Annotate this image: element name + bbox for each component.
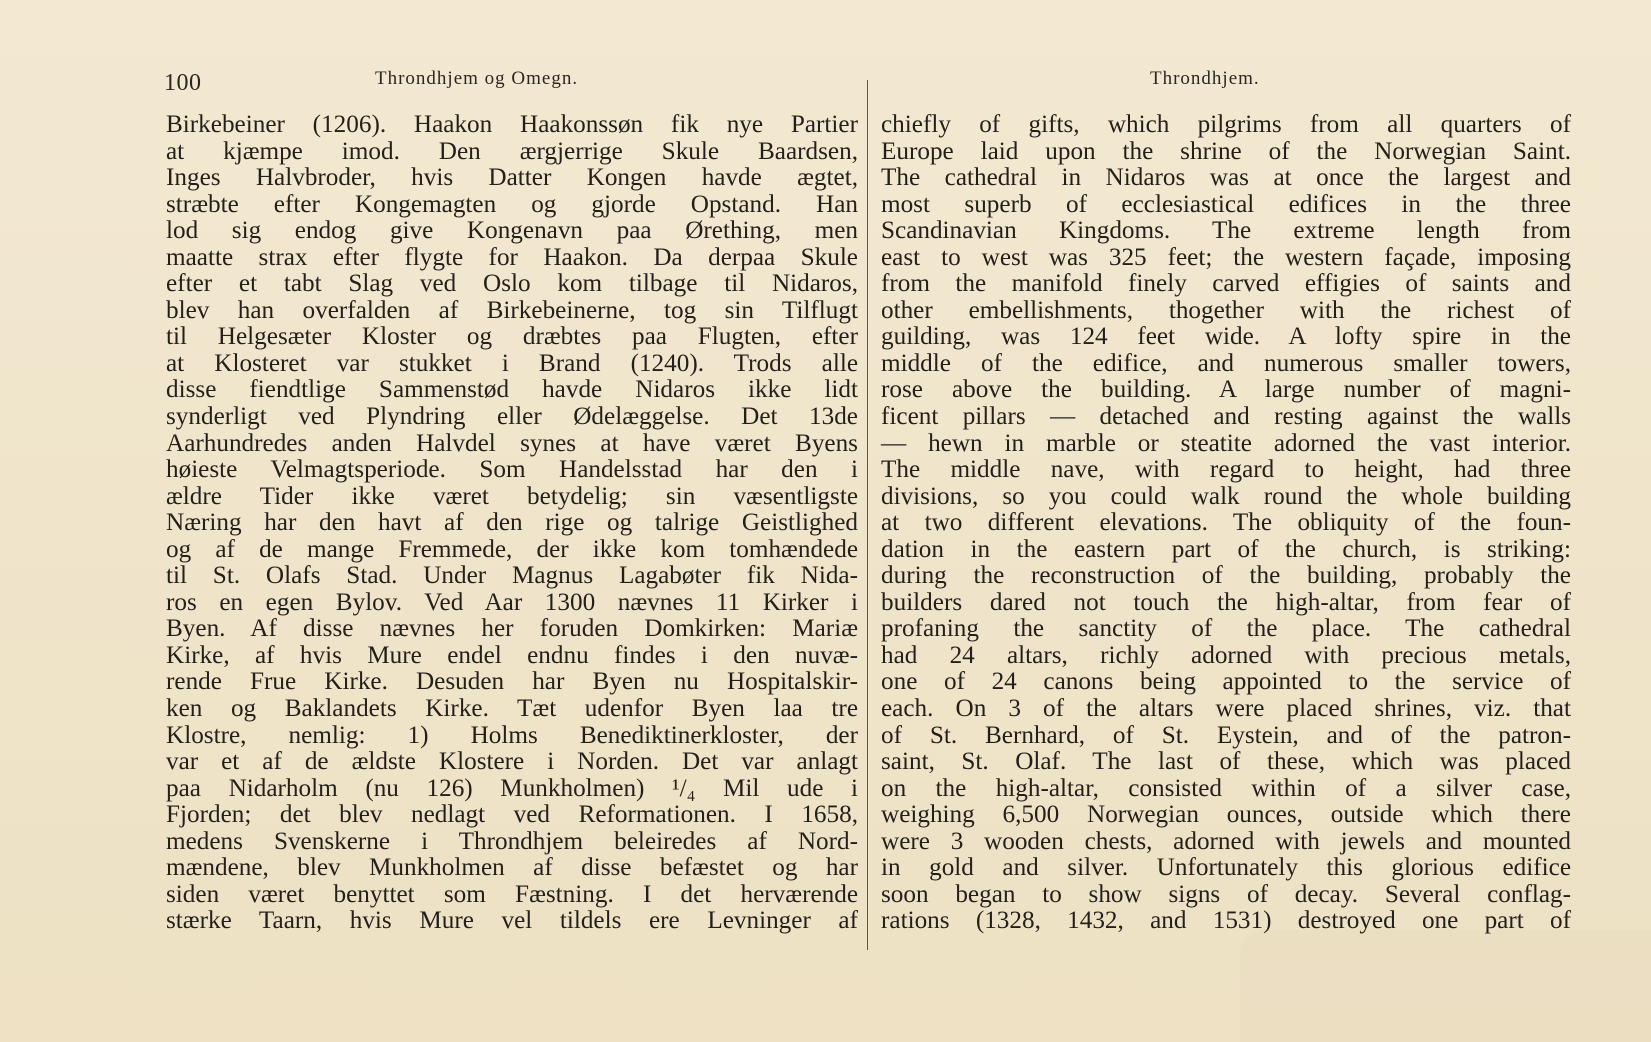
text-line: Kirke, af hvis Mure endel endnu findes i den nuvæ-	[166, 641, 858, 669]
text-line: mændene, blev Munkholmen af disse befæstet og har	[166, 854, 858, 882]
text-line: ældre Tider ikke været betydelig; sin væsentligste	[166, 482, 858, 510]
text-line: blev han overfalden af Birkebeinerne, tog sin Tilflugt	[166, 296, 858, 324]
text-line: guilding, was 124 feet wide. A lofty spire in the	[881, 323, 1571, 351]
text-line: Aarhundredes anden Halvdel synes at have været Byens	[166, 429, 858, 457]
text-line: The cathedral in Nidaros was at once the largest and	[881, 164, 1571, 192]
text-line: in gold and silver. Unfortunately this glorious edifice	[881, 854, 1571, 882]
text-line: — hewn in marble or steatite adorned the vast interior.	[881, 429, 1571, 457]
text-line: Byen. Af disse nævnes her foruden Domkirken: Mariæ	[166, 615, 858, 643]
text-line: medens Svenskerne i Throndhjem beleiredes af Nord-	[166, 827, 858, 855]
text-line: ken og Baklandets Kirke. Tæt udenfor Byen laa tre	[166, 695, 858, 723]
text-line: Birkebeiner (1206). Haakon Haakonssøn fik nye Partier	[166, 111, 858, 138]
text-line: og af de mange Fremmede, der ikke kom tomhændede	[166, 535, 858, 563]
text-line: weighing 6,500 Norwegian ounces, outside which there	[881, 801, 1571, 829]
text-line: profaning the sanctity of the place. The cathedral	[881, 615, 1571, 643]
left-column-norwegian-text	[166, 112, 858, 935]
text-line: rations (1328, 1432, and 1531) destroyed one part of	[881, 907, 1571, 935]
text-line: most superb of ecclesiastical edifices in the three	[881, 190, 1571, 218]
text-line: one of 24 canons being appointed to the service of	[881, 668, 1571, 696]
text-line: soon began to show signs of decay. Several conflag-	[881, 880, 1571, 908]
text-line: paa Nidarholm (nu 126) Munkholmen) ¹/₄ Mil ude i	[166, 774, 858, 802]
running-title-left: Throndhjem og Omegn.	[375, 68, 579, 89]
paper-fold-shadow	[1240, 930, 1651, 1042]
column-divider	[867, 80, 868, 950]
text-line: til Helgesæter Kloster og dræbtes paa Flugten, efter	[166, 323, 858, 351]
running-title-right: Throndhjem.	[1150, 68, 1260, 89]
text-line: Næring har den havt af den rige og talrige Geistlighed	[166, 509, 858, 537]
text-line: during the reconstruction of the building, probably the	[881, 562, 1571, 590]
text-line: middle of the edifice, and numerous smaller towers,	[881, 349, 1571, 377]
text-line: var et af de ældste Klostere i Norden. Det var anlagt	[166, 748, 858, 776]
text-line: east to west was 325 feet; the western façade, imposing	[881, 243, 1571, 271]
text-line: Fjorden; det blev nedlagt ved Reformationen. I 1658,	[166, 801, 858, 829]
text-line: rende Frue Kirke. Desuden har Byen nu Hospitalskir-	[166, 668, 858, 696]
text-line: builders dared not touch the high-altar, from fear of	[881, 588, 1571, 616]
text-line: Europe laid upon the shrine of the Norwegian Saint.	[881, 137, 1571, 165]
text-line: chiefly of gifts, which pilgrims from all quarters of	[881, 111, 1571, 138]
text-line: lod sig endog give Kongenavn paa Ørething, men	[166, 217, 858, 245]
text-line: divisions, so you could walk round the whole building	[881, 482, 1571, 510]
text-line: Klostre, nemlig: 1) Holms Benediktinerkloster, der	[166, 721, 858, 749]
text-line: stærke Taarn, hvis Mure vel tildels ere Levninger af	[166, 907, 858, 935]
text-line: each. On 3 of the altars were placed shrines, viz. that	[881, 695, 1571, 723]
page-number: 100	[164, 70, 202, 96]
text-line: were 3 wooden chests, adorned with jewels and mounted	[881, 827, 1571, 855]
text-line: Inges Halvbroder, hvis Datter Kongen havde ægtet,	[166, 164, 858, 192]
text-line: rose above the building. A large number of magni-	[881, 376, 1571, 404]
text-line: of St. Bernhard, of St. Eystein, and of the patron-	[881, 721, 1571, 749]
text-line: at kjæmpe imod. Den ærgjerrige Skule Baardsen,	[166, 137, 858, 165]
right-column-english-text	[881, 112, 1571, 935]
text-line: efter et tabt Slag ved Oslo kom tilbage til Nidaros,	[166, 270, 858, 298]
text-line: dation in the eastern part of the church, is striking:	[881, 535, 1571, 563]
text-line: had 24 altars, richly adorned with precious metals,	[881, 641, 1571, 669]
text-line: stræbte efter Kongemagten og gjorde Opstand. Han	[166, 190, 858, 218]
text-line: synderligt ved Plyndring eller Ødelæggelse. Det 13de	[166, 403, 858, 431]
text-line: other embellishments, thogether with the richest of	[881, 296, 1571, 324]
text-line: Scandinavian Kingdoms. The extreme length from	[881, 217, 1571, 245]
text-line: from the manifold finely carved effigies of saints and	[881, 270, 1571, 298]
text-line: maatte strax efter flygte for Haakon. Da derpaa Skule	[166, 243, 858, 271]
text-line: on the high-altar, consisted within of a silver case,	[881, 774, 1571, 802]
text-line: til St. Olafs Stad. Under Magnus Lagabøter fik Nida-	[166, 562, 858, 590]
text-line: saint, St. Olaf. The last of these, which was placed	[881, 748, 1571, 776]
text-line: at Klosteret var stukket i Brand (1240). Trods alle	[166, 349, 858, 377]
text-line: høieste Velmagtsperiode. Som Handelsstad har den i	[166, 456, 858, 484]
text-line: disse fiendtlige Sammenstød havde Nidaros ikke lidt	[166, 376, 858, 404]
text-line: at two different elevations. The obliquity of the foun-	[881, 509, 1571, 537]
text-line: siden været benyttet som Fæstning. I det herværende	[166, 880, 858, 908]
text-line: ficent pillars — detached and resting against the walls	[881, 403, 1571, 431]
text-line: ros en egen Bylov. Ved Aar 1300 nævnes 11 Kirker i	[166, 588, 858, 616]
text-line: The middle nave, with regard to height, had three	[881, 456, 1571, 484]
